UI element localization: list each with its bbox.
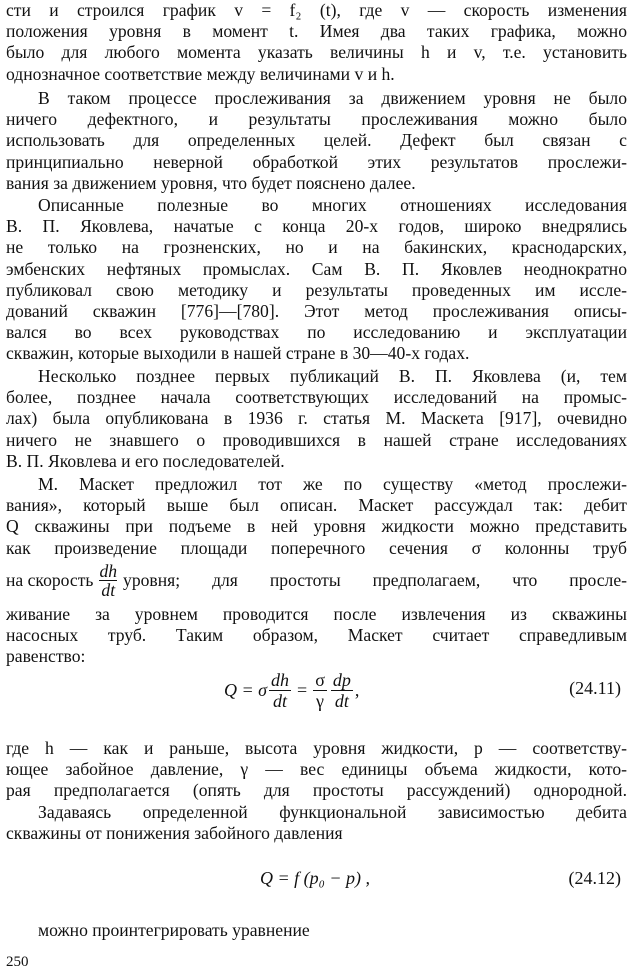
text-line: где h — как и раньше, высота уровня жидкости, p — соответству- [6, 738, 627, 758]
paragraph [6, 802, 627, 844]
equation-24-12 [6, 868, 627, 898]
paragraph [6, 474, 627, 559]
fraction-numerator: σ [315, 670, 325, 690]
page-number: 250 [6, 954, 29, 970]
fraction-denominator: γ [316, 691, 325, 711]
text-line: ющее забойное давление, γ — вес единицы объема жидкости, кото- [6, 759, 627, 780]
text-line: вался во всех руководствах по исследованию и эксплуатации [6, 322, 627, 343]
text-line: лах) была опубликована в 1936 г. статья М. Маскета [917], очевидно [6, 408, 627, 429]
text-line: однозначное соответствие между величинами v и h. [6, 63, 395, 84]
equation-comma: , [354, 680, 360, 700]
equals-sign: = [297, 680, 308, 700]
inline-fraction-line [6, 558, 627, 602]
text-line: публиковал свою методику и результаты проведенных им иссле- [6, 279, 627, 300]
text-line: Описанные полезные во многих отношениях исследования [38, 195, 627, 215]
text-line: дований скважин [776]—[780]. Этот метод прослеживания описы- [6, 301, 627, 322]
text-line: использовать для определенных целей. Дефект был связан с [6, 130, 627, 151]
text-after-fraction: уровня; для простоты предполагаем, что просле- [123, 569, 627, 590]
text-line: вания за движением уровня, что будет пояснено далее. [6, 172, 416, 193]
text-line: насосных труб. Таким образом, Маскет считает справедливым [6, 625, 627, 646]
equation-number: (24.11) [569, 678, 621, 698]
equation-lhs: Q = σ [224, 680, 268, 700]
fraction-denominator: dt [101, 579, 116, 600]
equation-formula: Q = f (p₀ − p) , [260, 868, 371, 888]
text-before-fraction: на скорость [6, 569, 94, 590]
text-line: равенство: [6, 646, 86, 667]
text-line: сти и строился график v = f₂ (t), где v — скорость изменения [6, 0, 627, 20]
fraction-denominator: dt [334, 691, 349, 711]
fraction-sigma-gamma [313, 670, 327, 711]
text-line: принципиально неверной обработкой этих результатов прослежи- [6, 151, 627, 172]
text-line: скважины от понижения забойного давления [6, 823, 343, 844]
text-line: положения уровня в момент t. Имея два таких графика, можно [6, 21, 627, 42]
paragraph [6, 920, 627, 941]
fraction-dp-dt [331, 670, 353, 711]
text-line: живание за уровнем проводится после извлечения из скважины [6, 604, 627, 624]
fraction-numerator: dh [99, 560, 118, 581]
text-line: эмбенских нефтяных промыслах. Сам В. П. Яковлев неоднократно [6, 258, 627, 279]
paragraph [6, 88, 627, 194]
equation-formula [224, 670, 359, 711]
paragraph-continuation [6, 0, 627, 85]
text-line: не только на грозненских, но и на бакинских, краснодарских, [6, 237, 627, 258]
text-line: В таком процессе прослеживания за движением уровня не было [38, 88, 627, 108]
fraction-dh-dt [269, 670, 291, 711]
text-line: как произведение площади поперечного сечения σ колонны труб [6, 537, 627, 558]
paragraph [6, 195, 627, 365]
text-line: В. П. Яковлева и его последователей. [6, 450, 285, 471]
text-line: ничего не знавшего о проводившихся в нашей стране исследованиях [6, 429, 627, 450]
fraction-dh-dt [99, 562, 117, 599]
text-line: ничего дефектного, и результаты прослеживания можно было [6, 109, 627, 130]
text-line: скважин, которые выходили в нашей стране в 30—40-х годах. [6, 343, 470, 364]
text-line: более, позднее начала соответствующих исследований на промыс- [6, 387, 627, 408]
equation-24-11 [6, 668, 627, 728]
text-line: рая предполагается (опять для простоты рассуждений) однородной. [6, 780, 627, 801]
text-line: Задаваясь определенной функциональной зависимостью дебита [38, 802, 627, 822]
text-line: было для любого момента указать величины h и v, т.е. установить [6, 42, 627, 63]
text-line: вания», который выше был описан. Маскет рассуждал так: дебит [6, 495, 627, 516]
paragraph [6, 366, 627, 472]
fraction-numerator: dh [271, 670, 290, 690]
text-line: М. Маскет предложил тот же по существу «метод прослежи- [38, 474, 627, 494]
paragraph-continuation [6, 604, 627, 668]
fraction-denominator: dt [273, 691, 288, 711]
fraction-numerator: dp [332, 670, 351, 690]
paragraph [6, 738, 627, 802]
text-line: Несколько позднее первых публикаций В. П. Яковлева (и, тем [38, 366, 627, 386]
text-line: В. П. Яковлева, начатые с конца 20-х годов, широко внедрялись [6, 216, 627, 237]
text-line: Q скважины при подъеме в ней уровня жидкости можно представить [6, 516, 627, 537]
text-line: можно проинтегрировать уравнение [38, 920, 310, 940]
equation-number: (24.12) [568, 868, 621, 888]
